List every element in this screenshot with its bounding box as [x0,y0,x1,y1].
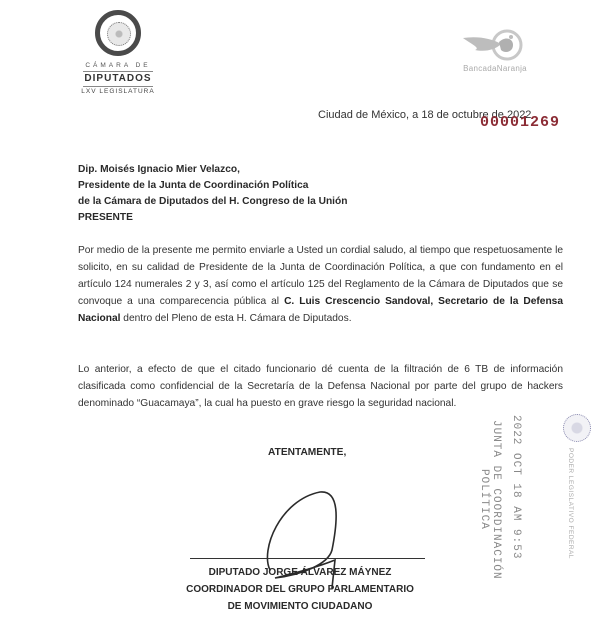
signer-block [150,564,450,615]
eagle-wing-icon [455,28,535,62]
paragraph-bold-text: C. Luis Crescencio Sandoval, Secretario de la Defensa Nacional [78,296,563,324]
national-seal-icon [95,10,141,56]
camara-de-diputados-logo [72,10,164,95]
addressee-institution: de la Cámara de Diputados del H. Congreso de la Unión [78,196,348,207]
legislative-seal-icon [563,414,591,442]
addressee-name: Dip. Moisés Ignacio Mier Velazco, [78,164,240,175]
signer-name: DIPUTADO JORGE ÁLVAREZ MÁYNEZ [208,567,392,578]
folio-number-stamp: 00001269 [480,114,561,131]
signer-title: COORDINADOR DEL GRUPO PARLAMENTARIO [186,584,414,595]
closing-salutation: ATENTAMENTE, [268,447,347,458]
addressee-block [78,162,347,226]
logo-divider [83,71,153,72]
logo-divider [83,86,153,87]
addressee-title: Presidente de la Junta de Coordinación Política [78,180,309,191]
date-line: Ciudad de México, a 18 de octubre de 2022 [318,109,532,121]
signature-line [190,558,425,559]
logo-line-camara: CÁMARA DE [85,62,151,69]
paragraph-text: dentro del Pleno de esta H. Cámara de Diputados. [120,313,352,324]
poder-legislativo-stamp: PODER LEGISLATIVO FEDERAL [567,448,574,559]
reception-timestamp-stamp: 2022 OCT 18 AM 9:53 [510,415,522,560]
paragraph-text: Por medio de la presente me permito enviarle a Usted un cordial saludo, al tiempo que respetuosamente le solicito, en su calidad de Presidente de la Junta de Coordinación Política, a que con fundamento en el artículo 124 numerales 2 y 3, así como el artículo 125 del Reglamento de la Cámara de Diputados que se convoque a una comparecencia pública al [78,245,563,307]
bancada-naranja-logo [440,28,550,73]
stamp-line: JUNTA DE COORDINACIÓN [490,420,502,580]
stamp-line: POLÍTICA [478,469,490,531]
bancada-naranja-label: BancadaNaranja [463,64,527,73]
logo-line-legislatura: LXV LEGISLATURA [81,88,155,95]
body-paragraph-1 [78,242,563,327]
body-paragraph-2: Lo anterior, a efecto de que el citado funcionario dé cuenta de la filtración de 6 TB de información clasificada como confidencial de la Secretaría de la Defensa Nacional por parte del grupo de hackers denominado “Guacamaya”, la cual ha puesto en grave riesgo la seguridad nacional. [78,364,563,409]
signer-party: DE MOVIMIENTO CIUDADANO [227,601,373,612]
logo-line-diputados: DIPUTADOS [84,73,152,84]
addressee-presente: PRESENTE [78,212,133,223]
jucopo-reception-stamp [478,420,502,580]
